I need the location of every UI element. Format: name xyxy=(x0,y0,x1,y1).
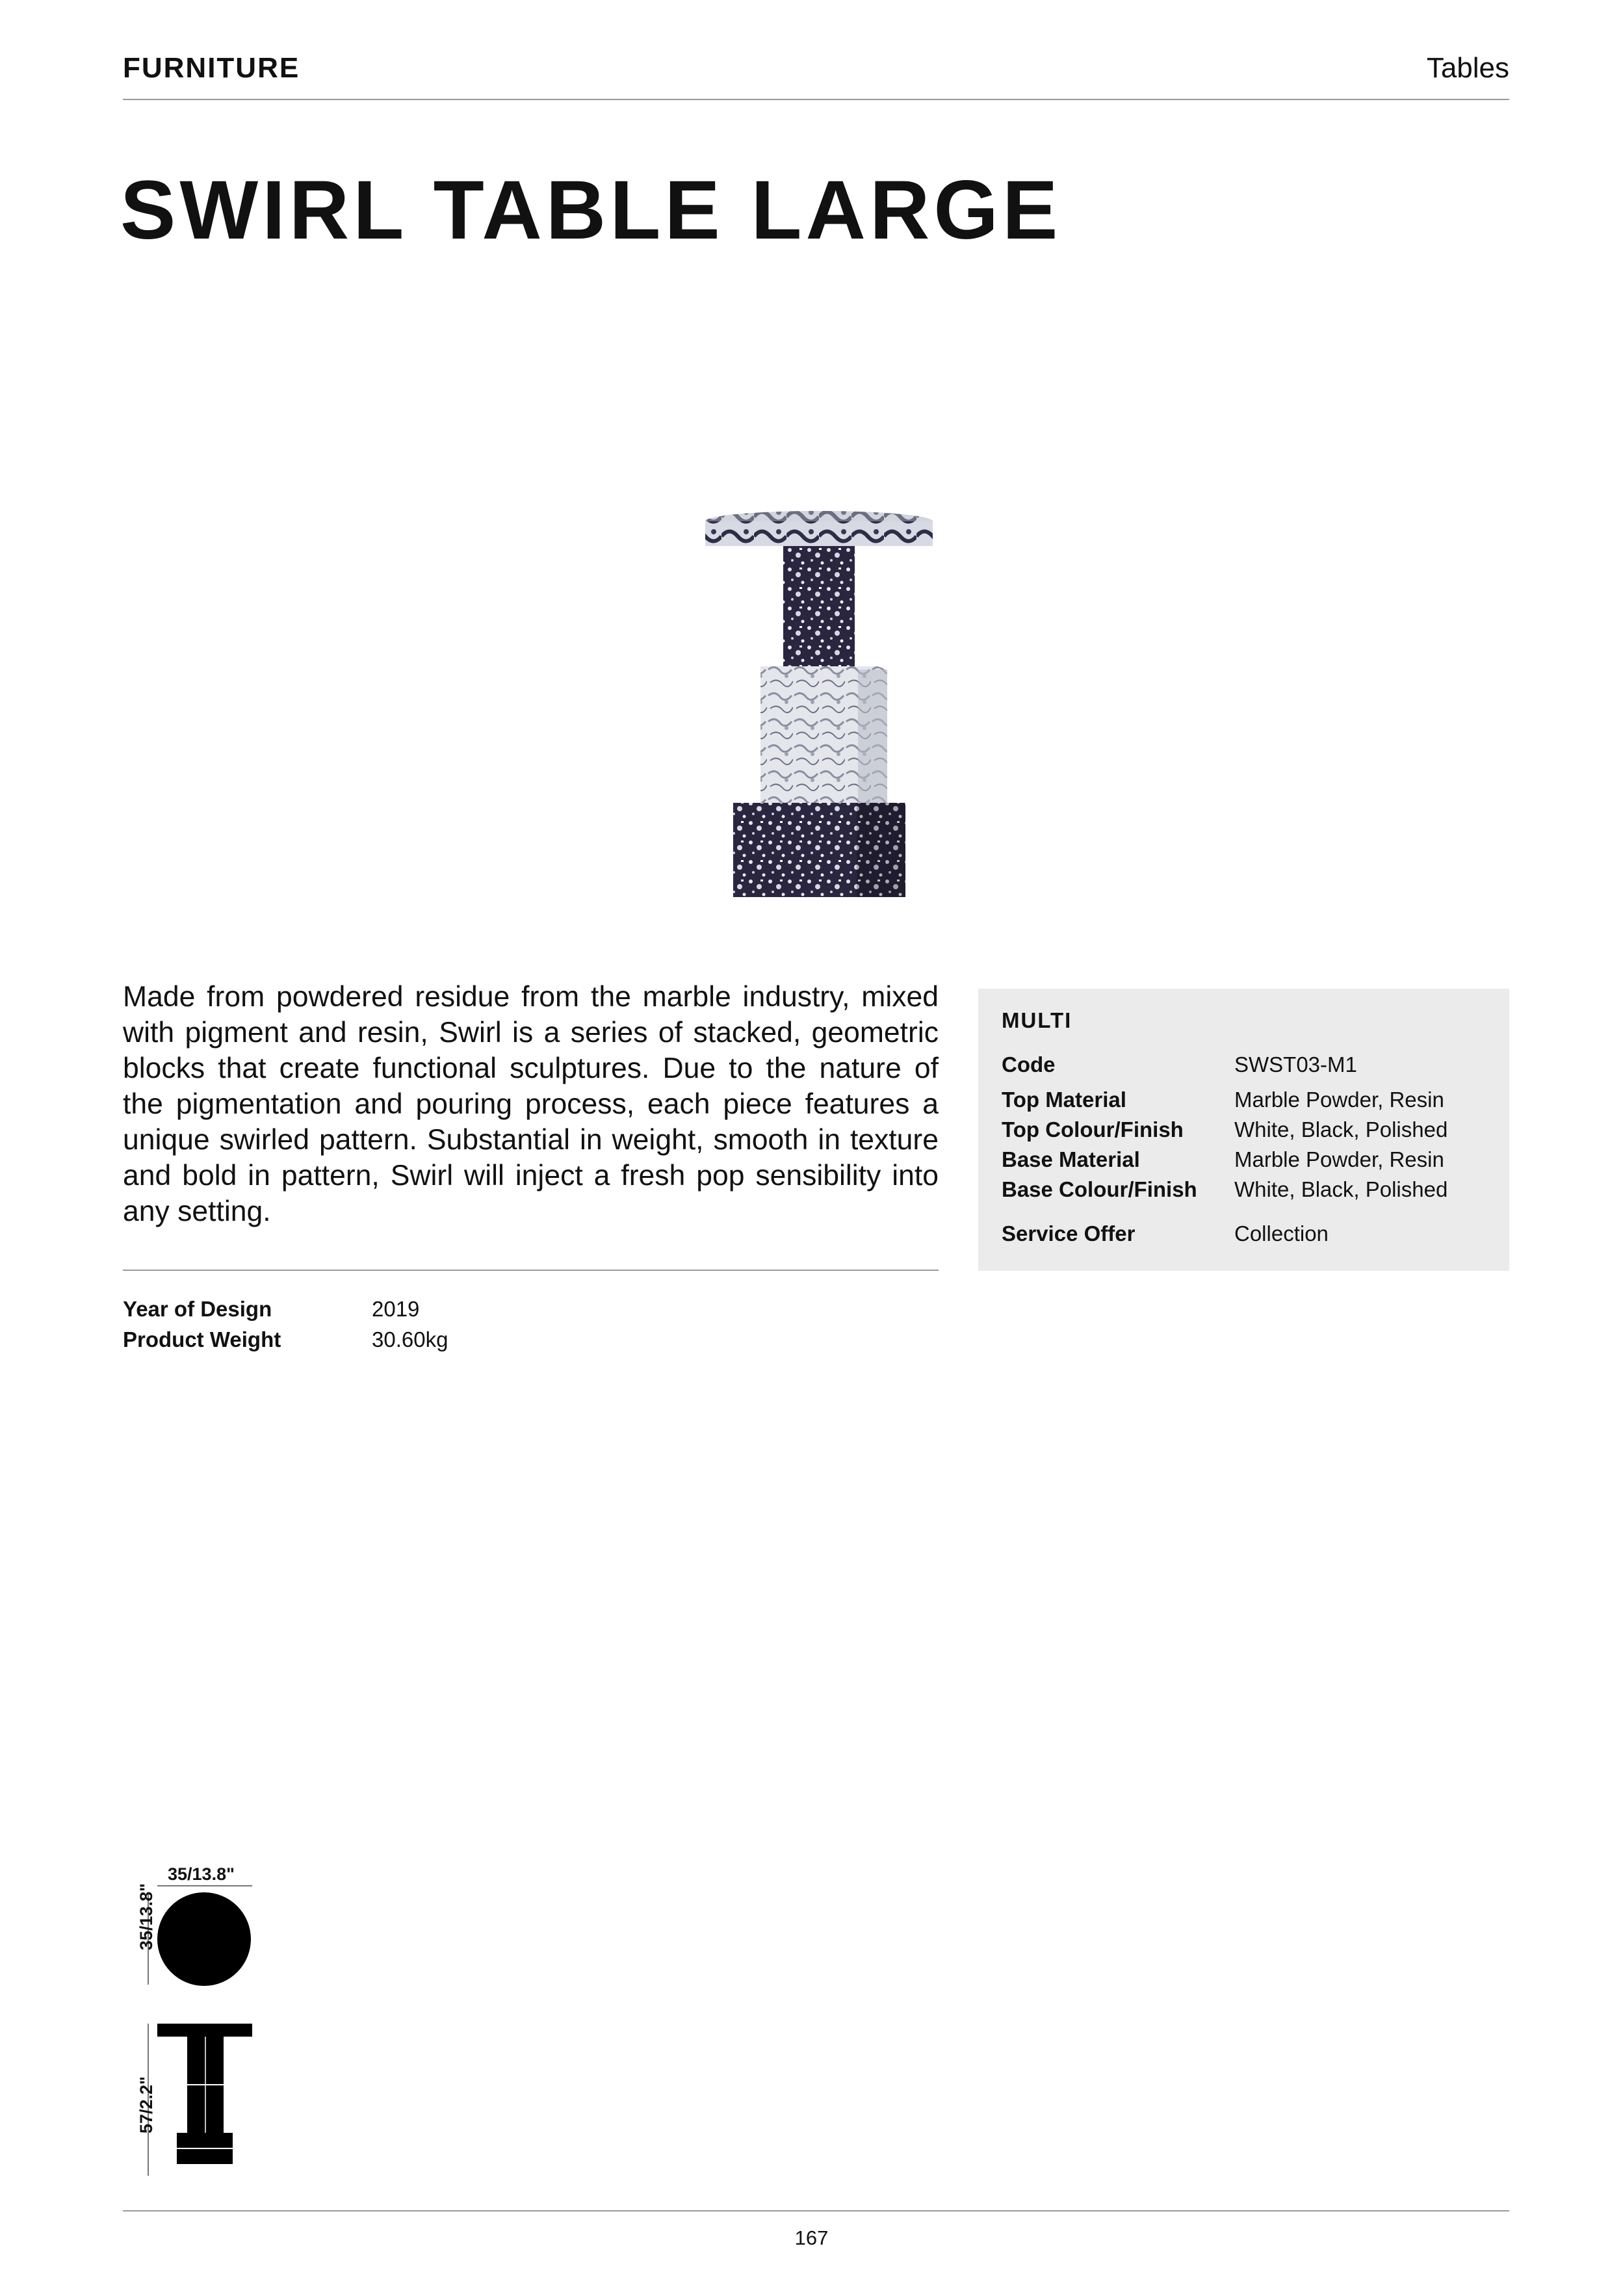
variant-row-label: Top Colour/Finish xyxy=(1002,1117,1184,1141)
page-number: 167 xyxy=(794,2226,829,2249)
footer-divider xyxy=(123,2210,1509,2211)
product-image xyxy=(689,507,949,904)
product-description: Made from powdered residue from the marble industry, mixed with pigment and resin, Swirl is a series of stacked, geometric blocks that create functional sculptures. Due to the nature of the pigmentation and pouring process, each piece features a unique swirled pattern. Substantial in weight, smooth in texture and bold in pattern, Swirl will inject a fresh pop sensibility into any setting. xyxy=(123,981,939,1227)
spec-label: Product Weight xyxy=(123,1327,281,1351)
variant-row-value: Marble Powder, Resin xyxy=(1234,1147,1444,1171)
service-label: Service Offer xyxy=(1002,1221,1136,1246)
variant-row-label: Top Material xyxy=(1002,1088,1126,1112)
description-divider xyxy=(123,1270,939,1271)
spec-row xyxy=(123,1324,448,1355)
header-divider xyxy=(123,99,1509,100)
product-title: SWIRL TABLE LARGE xyxy=(120,164,1062,257)
variant-row-label: Base Colour/Finish xyxy=(1002,1177,1197,1201)
variant-row-value: Marble Powder, Resin xyxy=(1234,1088,1444,1112)
variant-name: MULTI xyxy=(1002,1008,1072,1032)
variant-row-label: Base Material xyxy=(1002,1147,1140,1171)
spec-row xyxy=(123,1294,448,1324)
product-specs xyxy=(123,1294,448,1355)
category-label: FURNITURE xyxy=(123,52,300,84)
variant-row-value: White, Black, Polished xyxy=(1234,1117,1448,1141)
variant-row-value: White, Black, Polished xyxy=(1234,1177,1448,1201)
spec-value: 2019 xyxy=(372,1297,420,1321)
dimension-depth-label: 35/13.8" xyxy=(136,1883,156,1950)
variant-panel xyxy=(978,989,1509,1271)
subcategory-label: Tables xyxy=(1426,52,1509,84)
code-value: SWST03-M1 xyxy=(1234,1052,1357,1076)
top-view-shape xyxy=(157,1892,251,1986)
side-view-top xyxy=(157,2024,252,2037)
code-label: Code xyxy=(1002,1052,1056,1076)
spec-value: 30.60kg xyxy=(372,1327,448,1351)
dimension-width-label: 35/13.8" xyxy=(168,1864,235,1884)
spec-label: Year of Design xyxy=(123,1297,272,1321)
dimension-height-label: 57/2.2" xyxy=(136,2076,156,2133)
service-value: Collection xyxy=(1234,1221,1329,1246)
